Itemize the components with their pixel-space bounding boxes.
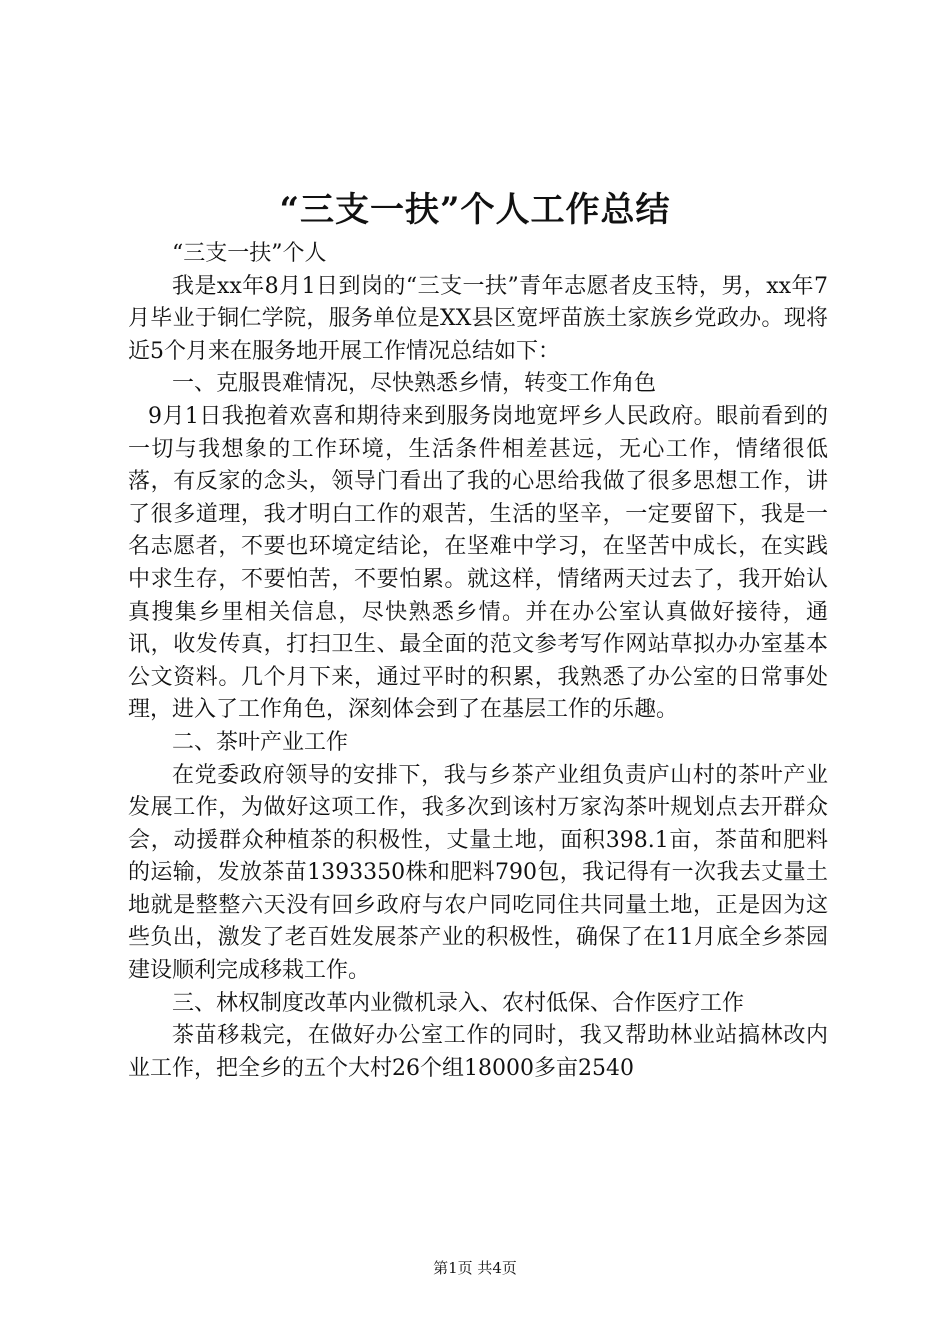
paragraph-section-3: 茶苗移栽完，在做好办公室工作的同时，我又帮助林业站搞林改内业工作，把全乡的五个大村26个组18000多亩2540 — [128, 1023, 828, 1081]
paragraph-intro: 我是xx年8月1日到岗的“三支一扶”青年志愿者皮玉特，男，xx年7月毕业于铜仁学院，服务单位是XX县区宽坪苗族土家族乡党政办。现将近5个月来在服务地开展工作情况总结如下： — [128, 273, 828, 364]
section-heading-2: 二、茶叶产业工作 — [172, 729, 349, 755]
document-title: “三支一扶”个人工作总结 — [279, 190, 671, 230]
paragraph-subtitle: “三支一扶”个人 — [172, 241, 327, 266]
paragraph-section-2: 在党委政府领导的安排下，我与乡茶产业组负责庐山村的茶叶产业发展工作，为做好这项工作，我多次到该村万家沟茶叶规划点去开群众会，动援群众种植茶的积极性，丈量土地，面积398.1亩，茶苗和肥料的运输，发放茶苗1393350株和肥料790包，我记得有一次我去丈量土地就是整整六天没有回乡政府与农户同吃同住共同量土地，正是因为这些负出，激发了老百姓发展茶产业的积极性，确保了在11月底全乡茶园建设顺利完成移栽工作。 — [128, 762, 828, 984]
document-body — [128, 238, 828, 1085]
paragraph-section-1: 9月1日我抱着欢喜和期待来到服务岗地宽坪乡人民政府。眼前看到的一切与我想象的工作环境，生活条件相差甚远，无心工作，情绪很低落，有反家的念头，领导门看出了我的心思给我做了很多思想工作，讲了很多道理，我才明白工作的艰苦，生活的坚辛，一定要留下，我是一名志愿者，不要也环境定结论，在坚难中学习，在坚苦中成长，在实践中求生存，不要怕苦，不要怕累。就这样，情绪两天过去了，我开始认真搜集乡里相关信息，尽快熟悉乡情。并在办公室认真做好接待，通讯，收发传真，打扫卫生、最全面的范文参考写作网站草拟办办室基本公文资料。几个月下来，通过平时的积累，我熟悉了办公室的日常事处理，进入了工作角色，深刻体会到了在基层工作的乐趣。 — [128, 403, 828, 723]
page-footer: 第1页 共4页 — [433, 1259, 517, 1277]
section-heading-3: 三、林权制度改革内业微机录入、农村低保、合作医疗工作 — [172, 990, 745, 1016]
section-heading-1: 一、克服畏难情况，尽快熟悉乡情，转变工作角色 — [172, 371, 657, 397]
